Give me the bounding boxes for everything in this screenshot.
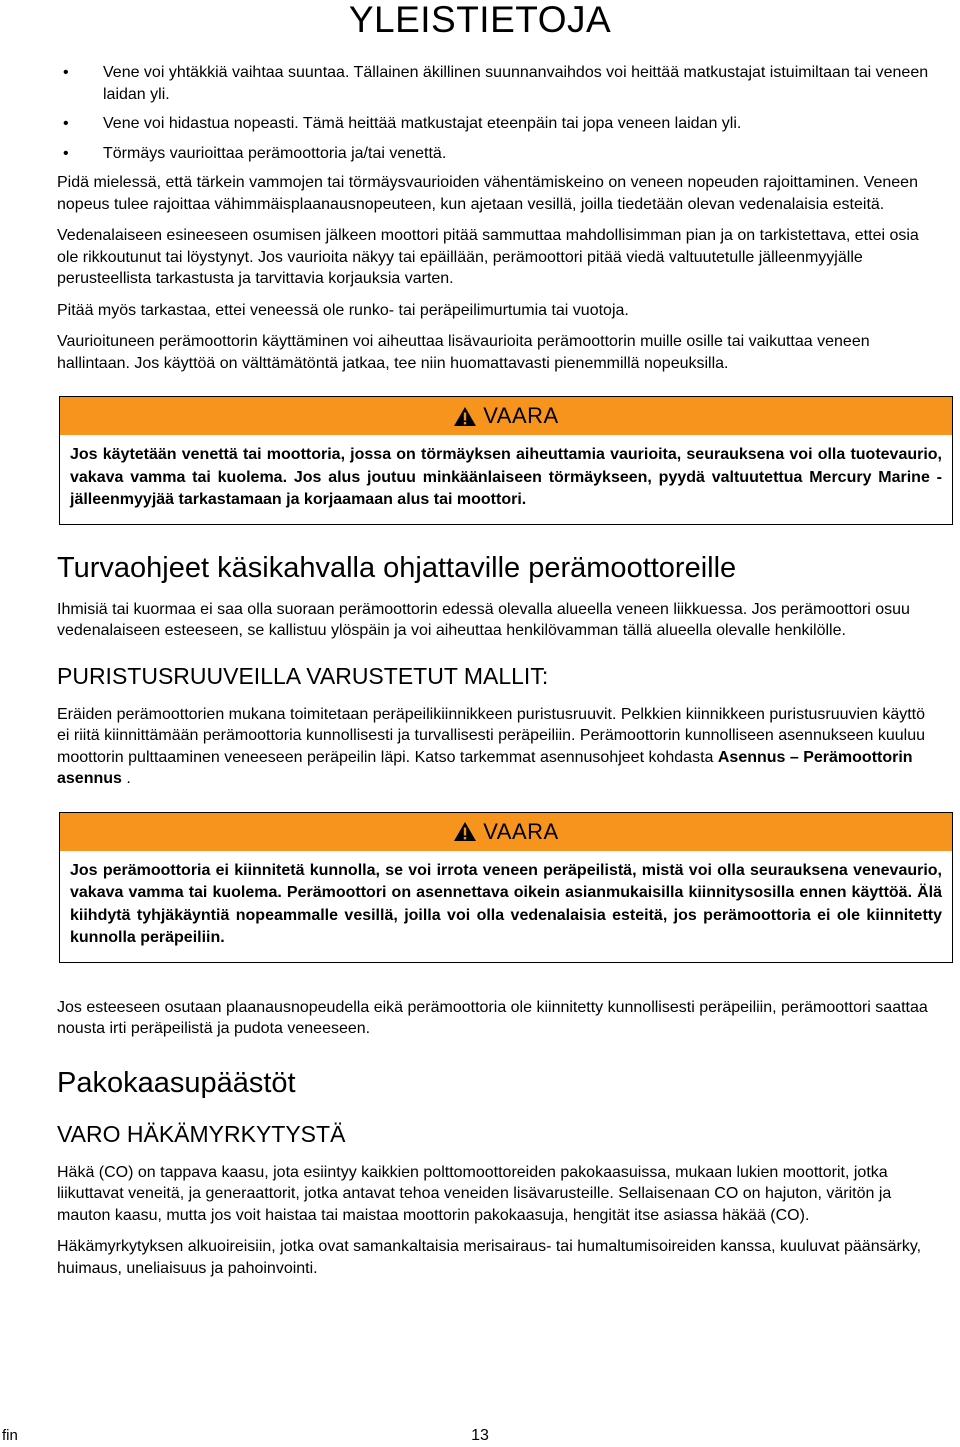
bullet-text: Törmäys vaurioittaa perämoottoria ja/tai venettä. [103,144,447,162]
list-item [57,143,935,165]
paragraph: Häkämyrkytyksen alkuoireisiin, jotka ovat samankaltaisia merisairaus- tai humaltumisoireiden kanssa, kuuluvat päänsärky, huimaus, uneliaisuus ja pahoinvointi. [57,1238,922,1277]
page-number: 13 [471,1427,489,1444]
paragraph: Ihmisiä tai kuormaa ei saa olla suoraan perämoottorin edessä olevalla alueella veneen liikkuessa. Jos perämoottori osuu vedenalaiseen esteeseen, se kallistuu ylöspäin ja voi aiheuttaa henkilövamman tällä alueella olevalle henkilölle. [57,600,910,639]
bullet-icon: • [63,144,69,162]
paragraph: Vedenalaiseen esineeseen osumisen jälkeen moottori pitää sammuttaa mahdollisimman pian ja on tarkistettava, ettei osia ole rikkoutunut tai löystynyt. Jos vaurioita näkyy tai epäillään, perämoottori pitää viedä valtuutetulle jälleenmyyjälle perusteellista tarkastusta ja tarvittavia korjauksia varten. [57,227,919,287]
paragraph: Jos esteeseen osutaan plaanausnopeudella eikä perämoottoria ole kiinnitetty kunnollisesti peräpeiliin, perämoottori saattaa nousta irti peräpeilistä ja pudota veneeseen. [57,998,928,1037]
bullet-icon: • [63,64,69,81]
warning-box [59,812,953,963]
paragraph: Pidä mielessä, että tärkein vammojen tai törmäysvaurioiden vähentämiskeino on veneen nopeuden rajoittaminen. Veneen nopeus tulee rajoittaa vähimmäisplaanausnopeuteen, kun ajetaan vesillä, joilla tiedetään olevan vedenalaisia esteitä. [57,174,918,213]
warning-triangle-icon [453,406,477,427]
section-heading: Pakokaasupäästöt [57,1066,296,1099]
warning-triangle-icon [453,821,477,842]
warning-label: VAARA [483,403,559,428]
paragraph: Häkä (CO) on tappava kaasu, jota esiintyy kaikkien polttomoottoreiden pakokaasuissa, mukaan lukien moottorit, jotka liikuttavat veneitä, ja generaattorit, jotka antavat tehoa veneiden lisävarusteille. Sellaisenaan CO on hajuton, väritön ja mauton kaasu, mutta jos voit haistaa tai maistaa moottorin pakokaasuja, hengität itse asiassa häkää (CO). [57,1163,892,1224]
list-item [57,62,935,105]
warning-box [59,396,953,525]
subsection-heading: PURISTUSRUUVEILLA VARUSTETUT MALLIT: [57,662,549,689]
cross-reference: Asennus – Perämoottorin asennus [57,748,913,787]
bullet-text: Vene voi hidastua nopeasti. Tämä heittää matkustajat eteenpäin tai jopa veneen laidan yli. [103,115,742,132]
paragraph: Pitää myös tarkastaa, ettei veneessä ole runko- tai peräpeilimurtumia tai vuotoja. [57,301,629,319]
warning-header [60,813,952,851]
bullet-list [57,62,935,164]
paragraph-text: Eräiden perämoottorien mukana toimitetaan peräpeilikiinnikkeen puristusruuvit. Pelkkien kiinnikkeen puristusruuvien käyttö ei riitä kiinnittämään perämoottoria kunnollisesti ja turvallisesti peräpeiliin. Perämoottorin kunnolliseen asennukseen kuuluu moottorin pulttaaminen veneeseen peräpeilin läpi. Katso tarkemmat asennusohjeet kohdasta [57,705,926,766]
paragraph: Vaurioituneen perämoottorin käyttäminen voi aiheuttaa lisävaurioita perämoottorin muille osille tai vaikuttaa veneen hallintaan. Jos käyttöä on välttämätöntä jatkaa, tee niin huomattavasti pienemmillä nopeuksilla. [57,333,870,372]
footer-language: fin [2,1427,18,1444]
bullet-icon: • [63,115,69,132]
paragraph-end: . [126,770,131,787]
section-heading: Turvaohjeet käsikahvalla ohjattaville perämoottoreille [57,551,737,584]
list-item [57,113,935,135]
content [57,62,942,1289]
warning-text: Jos perämoottoria ei kiinnitetä kunnolla, se voi irrota veneen peräpeilistä, mistä voi olla seurauksena venevaurio, vakava vamma tai kuolema. Perämoottori on asennettava oikein asianmukaisilla kiinnitysosilla ennen käyttöä. Älä kiihdytä tyhjäkäyntiä nopeammalle vesillä, joilla voi olla vedenalaisia esteitä, jos perämoottoria ei ole kiinnitetty kunnolla peräpeiliin. [70,861,942,946]
paragraph [57,704,935,790]
bullet-text: Vene voi yhtäkkiä vaihtaa suuntaa. Tällainen äkillinen suunnanvaihdos voi heittää matkustajat istuimiltaan tai veneen laidan yli. [103,64,929,103]
warning-label: VAARA [483,818,559,844]
warning-header [60,397,952,435]
subsection-heading: VARO HÄKÄMYRKYTYSTÄ [57,1120,346,1147]
page-title: YLEISTIETOJA [348,0,612,40]
warning-text: Jos käytetään venettä tai moottoria, jossa on törmäyksen aiheuttamia vaurioita, seurauksena voi olla tuotevaurio, vakava vamma tai kuolema. Jos alus joutuu minkäänlaiseen törmäykseen, pyydä valtuutettua Mercury Marine -jälleenmyyjää tarkastamaan ja korjaamaan alus tai moottori. [70,446,942,508]
